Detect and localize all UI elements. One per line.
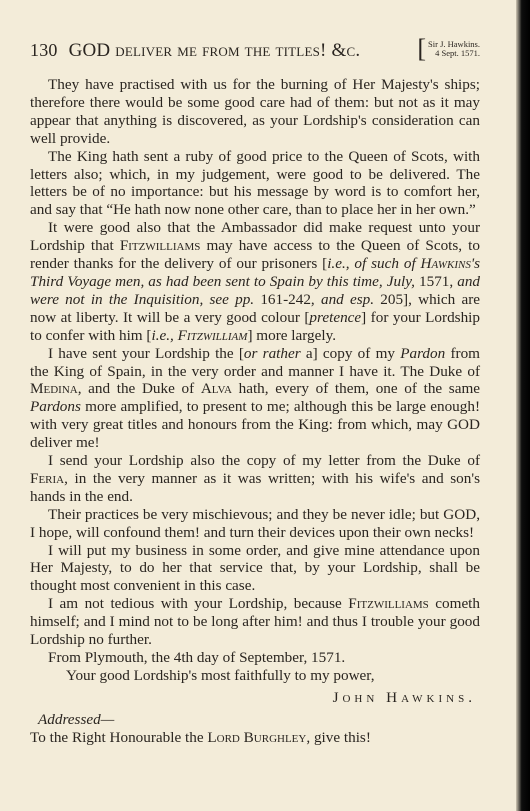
signature-block — [30, 667, 480, 747]
name-fitzwilliams: Fitzwilliams — [119, 237, 201, 255]
paragraph-2 — [30, 148, 480, 220]
pardons-term: Pardons — [30, 398, 81, 416]
paragraph-6 — [30, 506, 480, 542]
editorial-note: i.e., — [151, 326, 178, 344]
text-run: ] for your Lordship to confer with him [ — [30, 308, 480, 344]
address-line — [30, 729, 480, 747]
text-run: They have practised with us for the burning of Her Majesty's ships; therefore there would be some good care had of them: but not as it may appear that anything is discovered, as your Lordship's consideration can well provide. — [30, 76, 480, 147]
letter-body — [30, 76, 480, 667]
text-run: , and the Duke of — [77, 380, 201, 398]
name-fitzwilliams: Fitzwilliams — [348, 595, 429, 613]
side-note-date: 4 Sept. 1571. — [435, 48, 480, 58]
closing-line: Your good Lordship's most faithfully to my power, — [66, 666, 375, 684]
running-head — [30, 36, 480, 62]
name-burghley: Lord Burghley — [207, 728, 307, 746]
text-run: I have sent your Lordship the [ — [48, 344, 244, 362]
paragraph-3 — [30, 219, 480, 344]
paragraph-5 — [30, 452, 480, 506]
pardon-term: Pardon — [400, 344, 446, 362]
address-text: To the Right Honourable the — [30, 728, 208, 746]
text-run: Their practices be very mischievous; and they be never idle; but GOD, I hope, will confound them! and turn their devices upon their own necks! — [30, 505, 480, 541]
page-edge-shadow — [516, 0, 530, 811]
side-note-author: Sir J. Hawkins. — [428, 38, 480, 49]
text-run: I send your Lordship also the copy of my letter from the Duke of — [48, 452, 480, 470]
editorial-note: or rather — [243, 344, 301, 362]
text-run: I will put my business in some order, and give mine attendance upon Her Majesty, to do her that service that, by your Lordship, shall be thought most convenient in this case. — [30, 541, 480, 595]
editorial-note: pretence — [309, 308, 362, 326]
page-number: 130 — [30, 40, 58, 60]
name-feria: Feria — [30, 469, 65, 487]
text-run: From Plymouth, the 4th day of September, 1571. — [48, 649, 346, 666]
text-run: It were good also that the Ambassador did make request unto your Lordship that — [30, 219, 480, 255]
editorial-note: and were not in the Inquisition, see pp. — [30, 272, 480, 308]
text-run: cometh himself; and I mind not to be long after him! and thus I trouble your good Lordship no further. — [30, 595, 480, 649]
side-note — [417, 36, 480, 62]
text-run: I am not tedious with your Lordship, because — [48, 595, 349, 613]
text-run: , in the very manner as it was written; with his wife's and son's hands in the end. — [30, 469, 480, 505]
side-note-bracket: [ — [417, 34, 427, 63]
text-run: a] copy of my — [300, 344, 401, 362]
signature: John Hawkins. — [332, 688, 476, 706]
running-title: GOD deliver me from the titles! &c. — [68, 40, 361, 61]
text-run: ] more largely. — [247, 326, 336, 344]
editorial-note: i.e., of such of — [327, 255, 421, 273]
name-medina: Medina — [30, 380, 78, 398]
text-run: 205], which are now at liberty. It will be a very good colour [ — [30, 290, 480, 326]
paragraph-8 — [30, 595, 480, 649]
paragraph-1 — [30, 76, 480, 148]
name-hawkins: Hawkins — [420, 255, 471, 273]
book-page — [30, 36, 480, 747]
text-run: hath, every of them, one of the same — [231, 380, 481, 398]
text-run: from the King of Spain, in the very order and manner I have it. The Duke of — [30, 344, 480, 380]
editorial-note: 's Third Voyage men, as had been sent to Spain by this time, July, — [30, 255, 480, 290]
paragraph-4 — [30, 345, 480, 452]
text-run: 161-242, — [260, 290, 321, 308]
addressed-label: Addressed— — [38, 710, 115, 728]
name-fitzwilliam: Fitzwilliam — [177, 326, 248, 344]
text-run: The King hath sent a ruby of good price to the Queen of Scots, with letters also; which, in my judgement, were good to be delivered. The letters be of no importance: but his message by word is to comfort her, and say that “He hath now none other care, than to place her in her own.” — [30, 147, 480, 219]
dateline — [30, 649, 480, 667]
address-text: , give this! — [306, 728, 371, 746]
paragraph-7 — [30, 542, 480, 596]
text-run: 1571, — [419, 272, 458, 290]
name-alva: Alva — [200, 380, 232, 398]
text-run: may have access to the Queen of Scots, to render thanks for the delivery of our prisoners [ — [30, 237, 480, 273]
editorial-note: and esp. — [320, 290, 381, 308]
running-head-left — [30, 40, 360, 62]
text-run: more amplified, to present to me; although this be large enough! with very great titles and honours from the King: from which, may GOD deliver me! — [30, 398, 480, 452]
